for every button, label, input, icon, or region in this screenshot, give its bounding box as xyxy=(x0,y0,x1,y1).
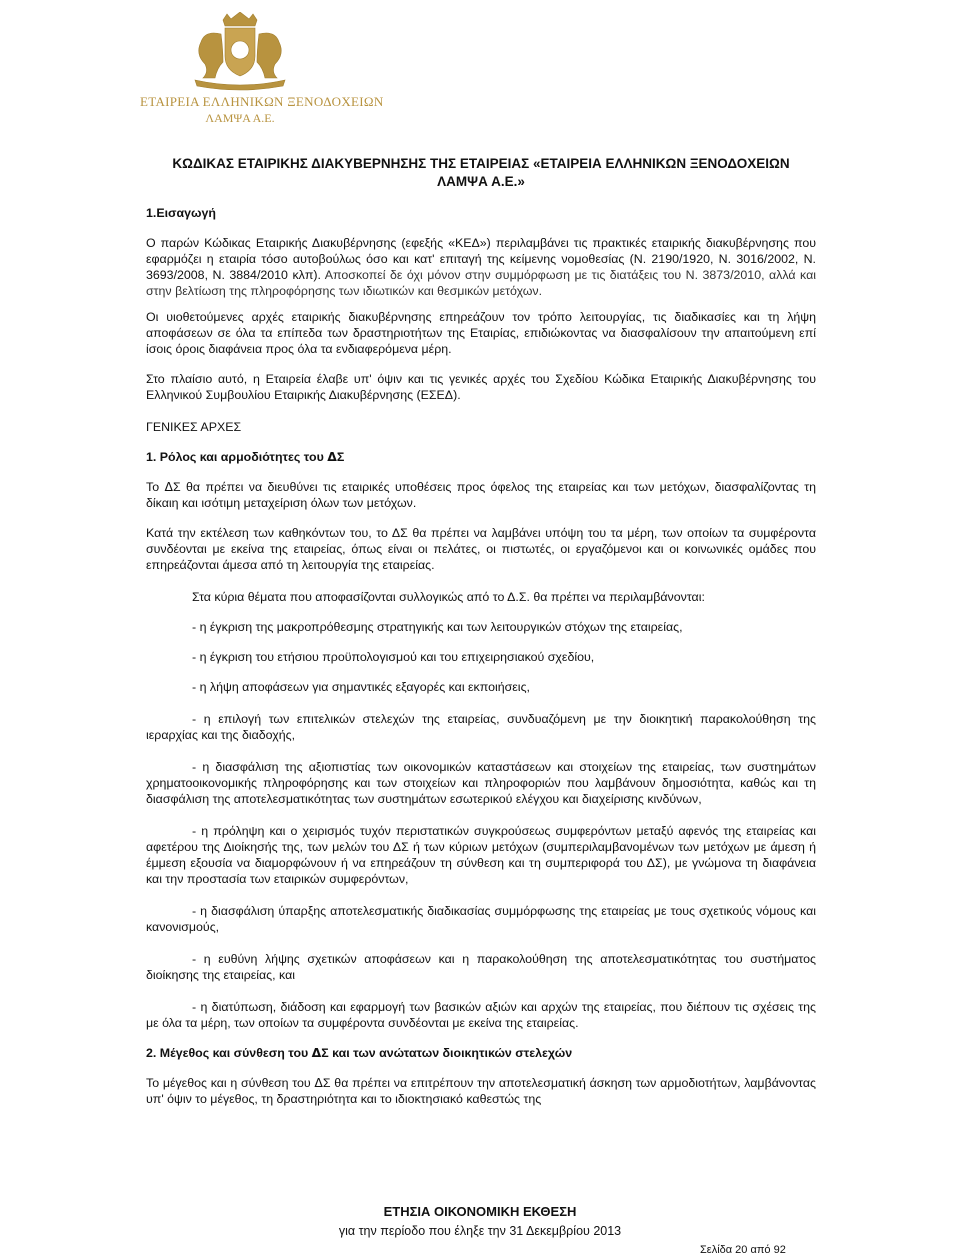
section-2-heading xyxy=(146,1045,816,1061)
crest-icon xyxy=(165,12,315,92)
list-item: - η λήψη αποφάσεων για σημαντικές εξαγορές και εκποιήσεις, xyxy=(192,680,530,694)
list-item: - η διασφάλιση της αξιοπιστίας των οικονομικών καταστάσεων και στοιχείων της εταιρείας, των συστημάτων χρηματοοικονομικής πληροφόρησης και των στοιχείων και πληροφοριών που λαμβάνουν δημοσιότητα, καθώς και τη διασφάλιση της αποτελεσματικότητας των συστημάτων εσωτερικού ελέγχου και διαχείρισης κινδύνων, xyxy=(146,760,816,806)
section-2-heading-pre: 2. Μέγεθος και σύνθεση του xyxy=(146,1046,312,1060)
list-item: - η ευθύνη λήψης σχετικών αποφάσεων και η παρακολούθηση της αποτελεσματικότητας του συστήματος διοίκησης της εταιρείας, και xyxy=(146,952,816,982)
sigma-symbol: Σ xyxy=(321,1046,329,1060)
section-1-paragraph-1 xyxy=(146,479,816,511)
intro-paragraph-1 xyxy=(146,235,816,299)
sigma-symbol: Σ xyxy=(172,480,181,494)
section-1-paragraph-1-pre: Το xyxy=(146,480,165,494)
section-1-paragraph-2: Κατά την εκτέλεση των καθηκόντων του, το ΔΣ θα πρέπει να λαμβάνει υπόψη του τα μέρη, των οποίων τα συμφέροντα συνδέονται με εκείνα της εταιρείας, όπως είναι οι πελάτες, οι πιστωτές, οι εργαζόμενοι και οι κοινωνικές ομάδες που επηρεάζονται άμεσα από τη λειτουργία της εταιρείας. xyxy=(146,526,816,572)
document-title: ΚΩΔΙΚΑΣ ΕΤΑΙΡΙΚΗΣ ΔΙΑΚΥΒΕΡΝΗΣΗΣ ΤΗΣ ΕΤΑΙΡΕΙΑΣ «ΕΤΑΙΡΕΙΑ ΕΛΛΗΝΙΚΩΝ ΞΕΝΟΔΟΧΕΙΩΝ ΛΑΜΨΑ Α.Ε.» xyxy=(172,156,790,189)
list-item: - η έγκριση του ετήσιου προϋπολογισμού και του επιχειρησιακού σχεδίου, xyxy=(192,650,595,664)
section-1-paragraph-1-post: θα πρέπει να διευθύνει τις εταιρικές υποθέσεις προς όφελος της εταιρείας και των μετόχων, διασφαλίζοντας τη δίκαιη και ισότιμη μεταχείριση όλων των μετόχων. xyxy=(146,480,816,510)
section-1-heading xyxy=(146,449,816,465)
section-1-heading-text: 1. Ρόλος και αρμοδιότητες του xyxy=(146,450,328,464)
list-item: - η πρόληψη και ο χειρισμός τυχόν περιστατικών συγκρούσεως συμφερόντων μεταξύ αφενός της εταιρείας και αφετέρου της Διοίκησής της, των μελών του ΔΣ ή των κύριων μετόχων (συμπεριλαμβανομένων των μετόχων με άμεση ή έμμεση εξουσία να διαμορφώνουν ή να επηρεάζουν τη σύνθεση και τη συμπεριφορά του ΔΣ), με γνώμονα τη διαφάνεια και την προστασία των εταιρικών συμφερόντων, xyxy=(146,824,816,886)
intro-paragraph-3: Στο πλαίσιο αυτό, η Εταιρεία έλαβε υπ' όψιν και τις γενικές αρχές του Σχεδίου Κώδικα Εταιρικής Διακυβέρνησης του Ελληνικού Συμβουλίου Εταιρικής Διακυβέρνησης (ΕΣΕΔ). xyxy=(146,372,816,402)
section-2-paragraph-1 xyxy=(146,1075,816,1107)
page-number: Σελίδα 20 από 92 xyxy=(700,1244,786,1256)
intro-heading: 1.Εισαγωγή xyxy=(146,206,216,220)
delta-symbol: Δ xyxy=(311,1045,322,1060)
section-2-paragraph-1-pre: Το μέγεθος και η σύνθεση του xyxy=(146,1076,315,1090)
company-logo xyxy=(140,12,384,128)
footer-subtitle: για την περίοδο που έληξε την 31 Δεκεμβρίου 2013 xyxy=(338,1224,622,1238)
document-body xyxy=(146,155,816,1107)
sigma-symbol: Σ xyxy=(322,1076,331,1090)
delta-symbol: Δ xyxy=(327,449,337,464)
sigma-symbol: Σ xyxy=(336,450,345,464)
list-item: - η επιλογή των επιτελικών στελεχών της εταιρείας, συνδυαζόμενη με την διοικητική παρακολούθηση της ιεραρχίας και της διαδοχής, xyxy=(146,712,816,742)
section-1-paragraph-3: Στα κύρια θέματα που αποφασίζονται συλλογικώς από το Δ.Σ. θα πρέπει να περιλαμβάνονται: xyxy=(192,590,705,604)
intro-paragraph-1-continuation: Αποσκοπεί δε όχι μόνον στην συμμόρφωση με τις διατάξεις του Ν. 3873/2010, αλλά και στην βελτίωση της πληροφόρησης των ιδιωτικών και θεσμικών μετόχων. xyxy=(146,268,816,298)
list-item: - η έγκριση της μακροπρόθεσμης στρατηγικής και των λειτουργικών στόχων της εταιρείας, xyxy=(192,620,683,634)
intro-paragraph-2: Οι υιοθετούμενες αρχές εταιρικής διακυβέρνησης επηρεάζουν τον τρόπο λειτουργίας, τις διαδικασίες και τη λήψη αποφάσεων σε όλα τα επίπεδα των δραστηριοτήτων της Εταιρίας, επιδιώκοντας να διασφαλίσουν την απαιτούμενη επί ίσοις όροις διαφάνεια προς όλα τα ενδιαφερόμενα μέρη. xyxy=(146,310,816,356)
delta-symbol: Δ xyxy=(314,1075,323,1090)
logo-company-suffix: ΛΑΜΨΑ Α.Ε. xyxy=(205,111,275,125)
footer-title: ΕΤΗΣΙΑ ΟΙΚΟΝΟΜΙΚΗ ΕΚΘΕΣΗ xyxy=(383,1204,577,1219)
list-item: - η διατύπωση, διάδοση και εφαρμογή των βασικών αξιών και αρχών της εταιρείας, που διέπουν τις σχέσεις της με όλα τα μέρη, των οποίων τα συμφέροντα συνδέονται με εκείνα της εταιρείας. xyxy=(146,1000,816,1030)
section-2-paragraph-1-post: θα πρέπει να επιτρέπουν την αποτελεσματική άσκηση των αρμοδιοτήτων, λαμβάνοντας υπ' όψιν το μέγεθος, τη δραστηριότητα και το ιδιοκτησιακό καθεστώς της xyxy=(146,1076,816,1106)
intro-paragraph-1-text: Ο παρών Κώδικας Εταιρικής Διακυβέρνησης (εφεξής «ΚΕΔ») περιλαμβάνει τις πρακτικές εταιρικής διακυβέρνησης που εφαρμόζει η εταιρία τόσο αυτοβούλως όσο και κατ' επιταγή της κείμενης νομοθεσίας (Ν. 2190/1920, Ν. 3016/2002, Ν. 3693/2008, Ν. 3884/2010 κλπ). xyxy=(146,236,816,282)
list-item: - η διασφάλιση ύπαρξης αποτελεσματικής διαδικασίας συμμόρφωσης της εταιρείας με τους σχετικούς νόμους και κανονισμούς, xyxy=(146,904,816,934)
general-principles-heading: ΓΕΝΙΚΕΣ ΑΡΧΕΣ xyxy=(146,420,242,434)
section-2-heading-post: και των ανώτατων διοικητικών στελεχών xyxy=(328,1046,573,1060)
delta-symbol: Δ xyxy=(164,479,173,494)
logo-company-name: ΕΤΑΙΡΕΙΑ ΕΛΛΗΝΙΚΩΝ ΞΕΝΟΔΟΧΕΙΩΝ xyxy=(140,94,384,109)
